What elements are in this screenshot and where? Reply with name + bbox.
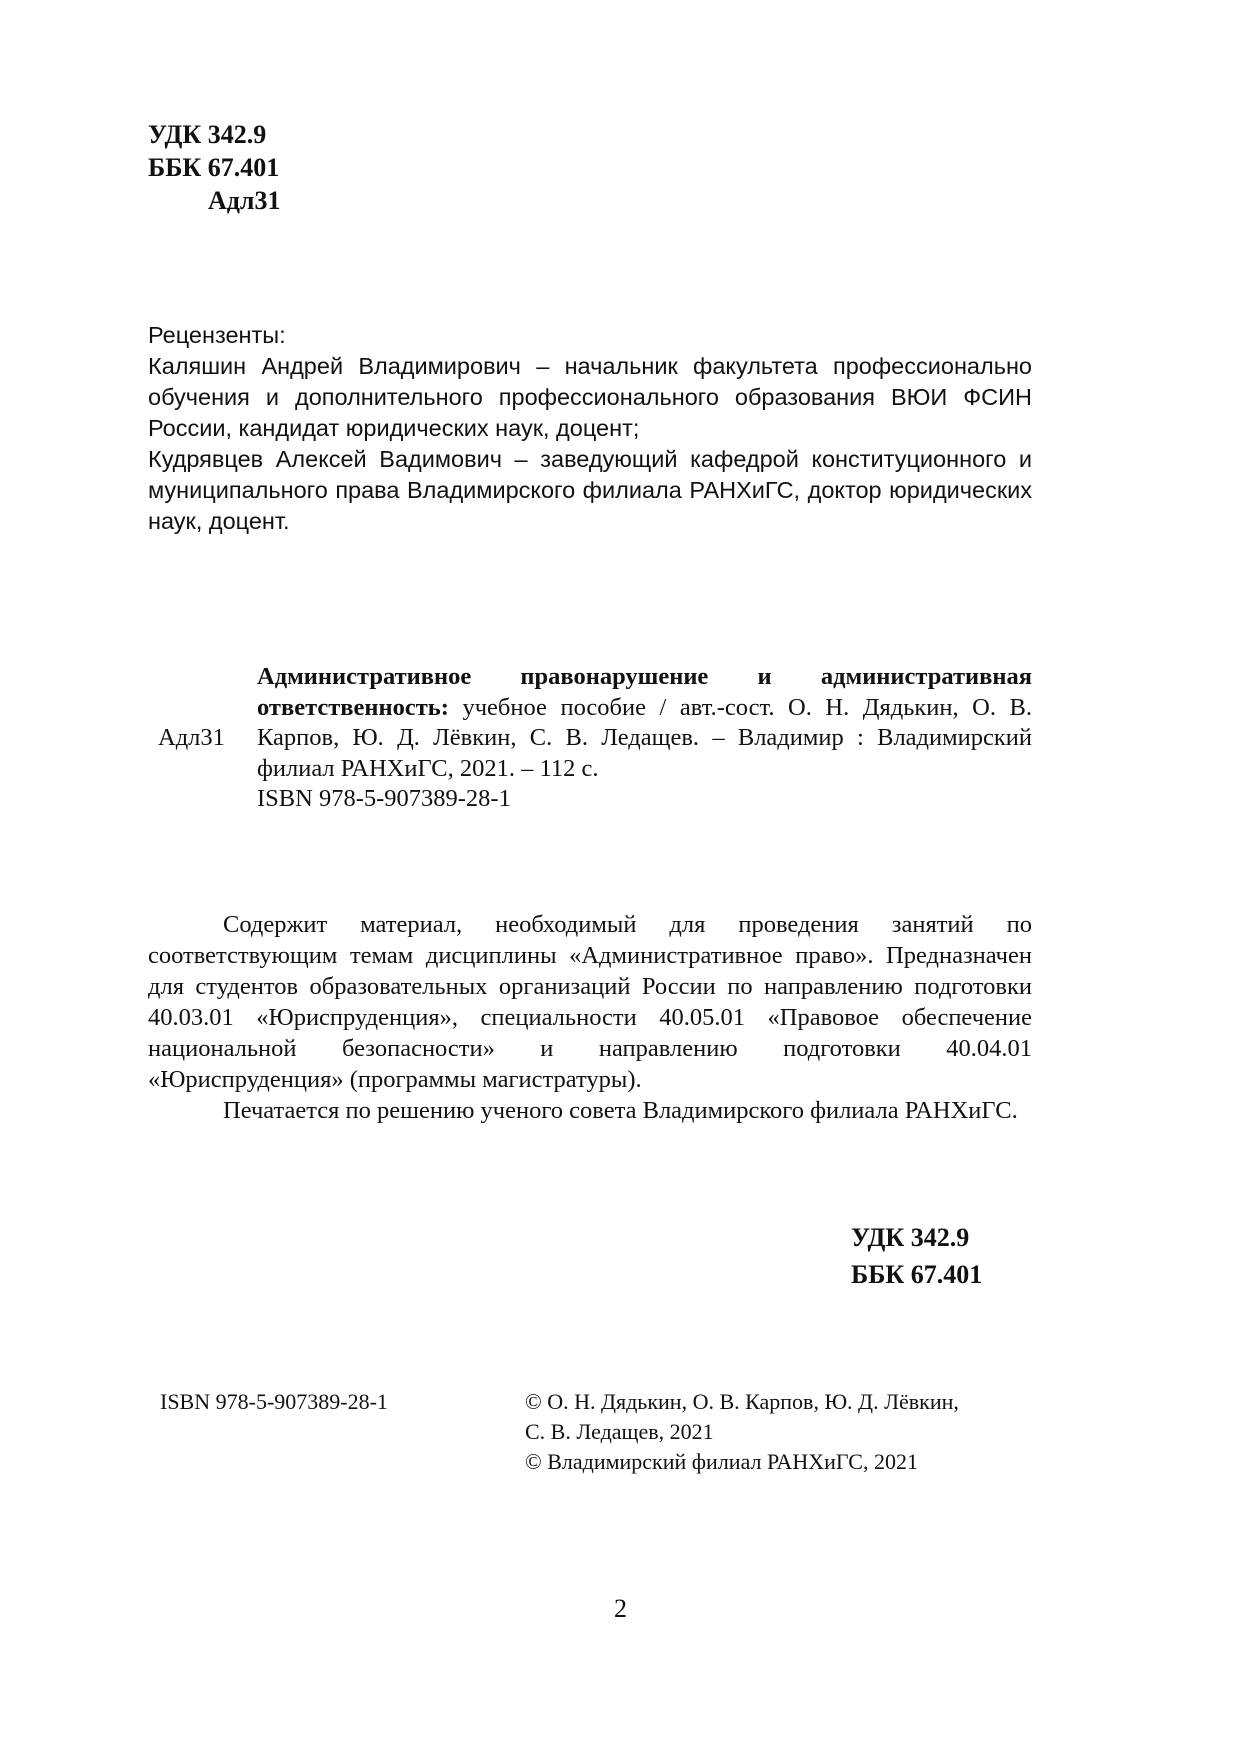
- copyright-line-3: © Владимирский филиал РАНХиГС, 2021: [525, 1449, 918, 1474]
- annotation-block: [148, 909, 1032, 1126]
- bbk-code: ББК 67.401: [148, 153, 280, 182]
- biblio-body: [257, 662, 1032, 815]
- udk-code: УДК 342.9: [148, 120, 267, 149]
- udk-code-bottom: УДК 342.9: [851, 1223, 970, 1252]
- biblio-title: Административное правонарушение и административная ответственность:: [257, 663, 1032, 721]
- bibliographic-record: [148, 662, 1032, 815]
- reviewers-heading: Рецензенты:: [148, 322, 286, 348]
- footer-isbn: ISBN 978-5-907389-28-1: [160, 1389, 388, 1414]
- udk-bottom-block: [851, 1219, 982, 1293]
- reviewers-block: [148, 320, 1032, 537]
- page-number: 2: [614, 1594, 627, 1623]
- udk-top-block: [148, 118, 281, 217]
- biblio-details: учебное пособие / авт.-сост. О. Н. Дядькин, О. В. Карпов, Ю. Д. Лёвкин, С. В. Ледащев. – Владимир : Владимирский филиал РАНХиГС, 2021. – 112 с.: [257, 693, 1032, 782]
- biblio-author-sign: Адл31: [158, 724, 225, 751]
- reviewer-1: Каляшин Андрей Владимирович – начальник факультета профессионально обучения и дополнительного профессионального образования ВЮИ ФСИН России, кандидат юридических наук, доцент;: [148, 353, 1032, 441]
- copyright-block: [525, 1387, 959, 1477]
- reviewer-2: Кудрявцев Алексей Вадимович – заведующий кафедрой конституционного и муниципального права Владимирского филиала РАНХиГС, доктор юридических наук, доцент.: [148, 446, 1032, 534]
- copyright-line-1: © О. Н. Дядькин, О. В. Карпов, Ю. Д. Лёвкин,: [525, 1389, 959, 1414]
- biblio-description: [257, 662, 1032, 784]
- annotation-paragraph-2: Печатается по решению ученого совета Владимирского филиала РАНХиГС.: [223, 1097, 1018, 1124]
- biblio-isbn: ISBN 978-5-907389-28-1: [257, 785, 511, 812]
- copyright-line-2: С. В. Ледащев, 2021: [525, 1419, 714, 1444]
- author-sign: Адл31: [208, 186, 281, 215]
- bbk-code-bottom: ББК 67.401: [851, 1260, 983, 1289]
- annotation-paragraph-1: Содержит материал, необходимый для проведения занятий по соответствующим темам дисциплины «Административное право». Предназначен для студентов образовательных организаций России по направлению подготовки 40.03.01 «Юриспруденция», специальности 40.05.01 «Правовое обеспечение национальной безопасности» и направлению подготовки 40.04.01 «Юриспруденция» (программы магистратуры).: [148, 911, 1032, 1093]
